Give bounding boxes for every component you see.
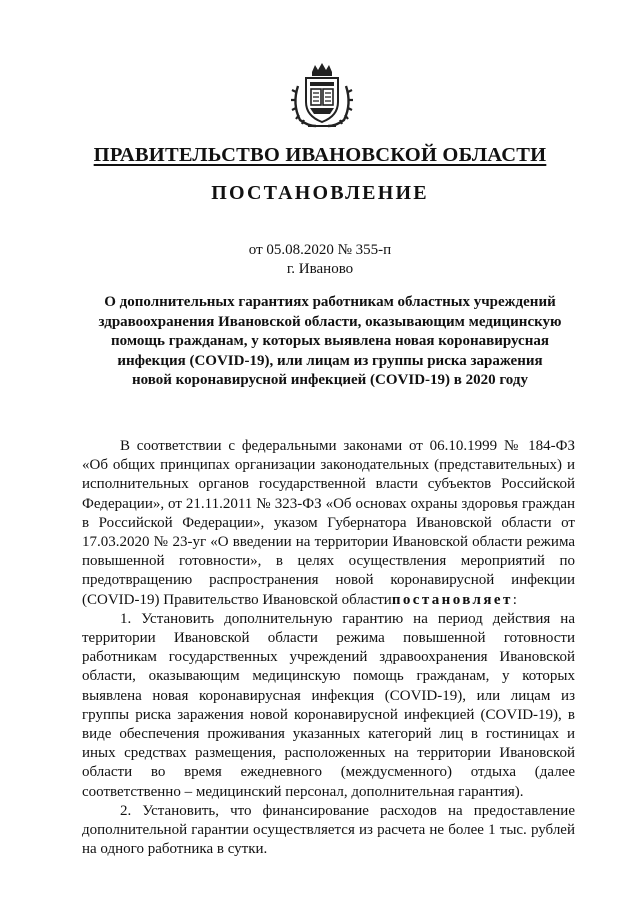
preamble-text: В соответствии с федеральными законами от 06.10.1999 № 184-ФЗ «Об общих принципах организации законодательных (представительных) и исполнительных органов государственной власти субъектов Российской Федерации», от 21.11.2011 № 323-ФЗ «Об основах охраны здоровья граждан в Российской Федерации», указом Губернатора Ивановской области от 17.03.2020 № 23-уг «О введении на территории Ивановской области режима повышенной готовности», в целях осуществления мероприятий по предотвращению распространения новой коронавирусной инфекции (COVID-19) Правительство Ивановской области — [82, 438, 575, 608]
preamble-paragraph — [82, 437, 575, 610]
organization-title: ПРАВИТЕЛЬСТВО ИВАНОВСКОЙ ОБЛАСТИ — [93, 144, 547, 166]
resolves-colon: : — [512, 591, 517, 608]
document-body — [82, 437, 575, 859]
document-type: ПОСТАНОВЛЕНИЕ — [211, 182, 429, 204]
item-2-paragraph: 2. Установить, что финансирование расходов на предоставление дополнительной гарантии осуществляется из расчета не более 1 тыс. рублей на одного работника в сутки. — [82, 802, 575, 858]
item-1-paragraph: 1. Установить дополнительную гарантию на период действия на территории Ивановской области режима повышенной готовности работникам государственных учреждений здравоохранения Ивановской области, оказывающим медицинскую помощь гражданам, у которых выявлена новая коронавирусная инфекция (COVID-19), или лицам из группы риска заражения новой коронавирусной инфекцией (COVID-19), в виде обеспечения проживания указанных категорий лиц в гостиницах и иных средствах размещения, расположенных на территории Ивановской области во время ежедневного (междусменного) отдыха (далее соответственно – медицинский персонал, дополнительная гарантия). — [82, 610, 575, 800]
document-city: г. Иваново — [286, 261, 354, 277]
document-subject: О дополнительных гарантиях работникам областных учреждений здравоохранения Ивановской области, оказывающим медицинскую помощь гражданам, у которых выявлена новая коронавирусная инфекция (COVID-19), или лицам из группы риска заражения новой коронавирусной инфекцией (COVID-19) в 2020 году — [98, 294, 562, 388]
document-date-number: от 05.08.2020 № 355-п — [248, 242, 392, 258]
resolves-word: постановляет — [391, 591, 513, 608]
coat-of-arms-icon — [290, 62, 354, 130]
